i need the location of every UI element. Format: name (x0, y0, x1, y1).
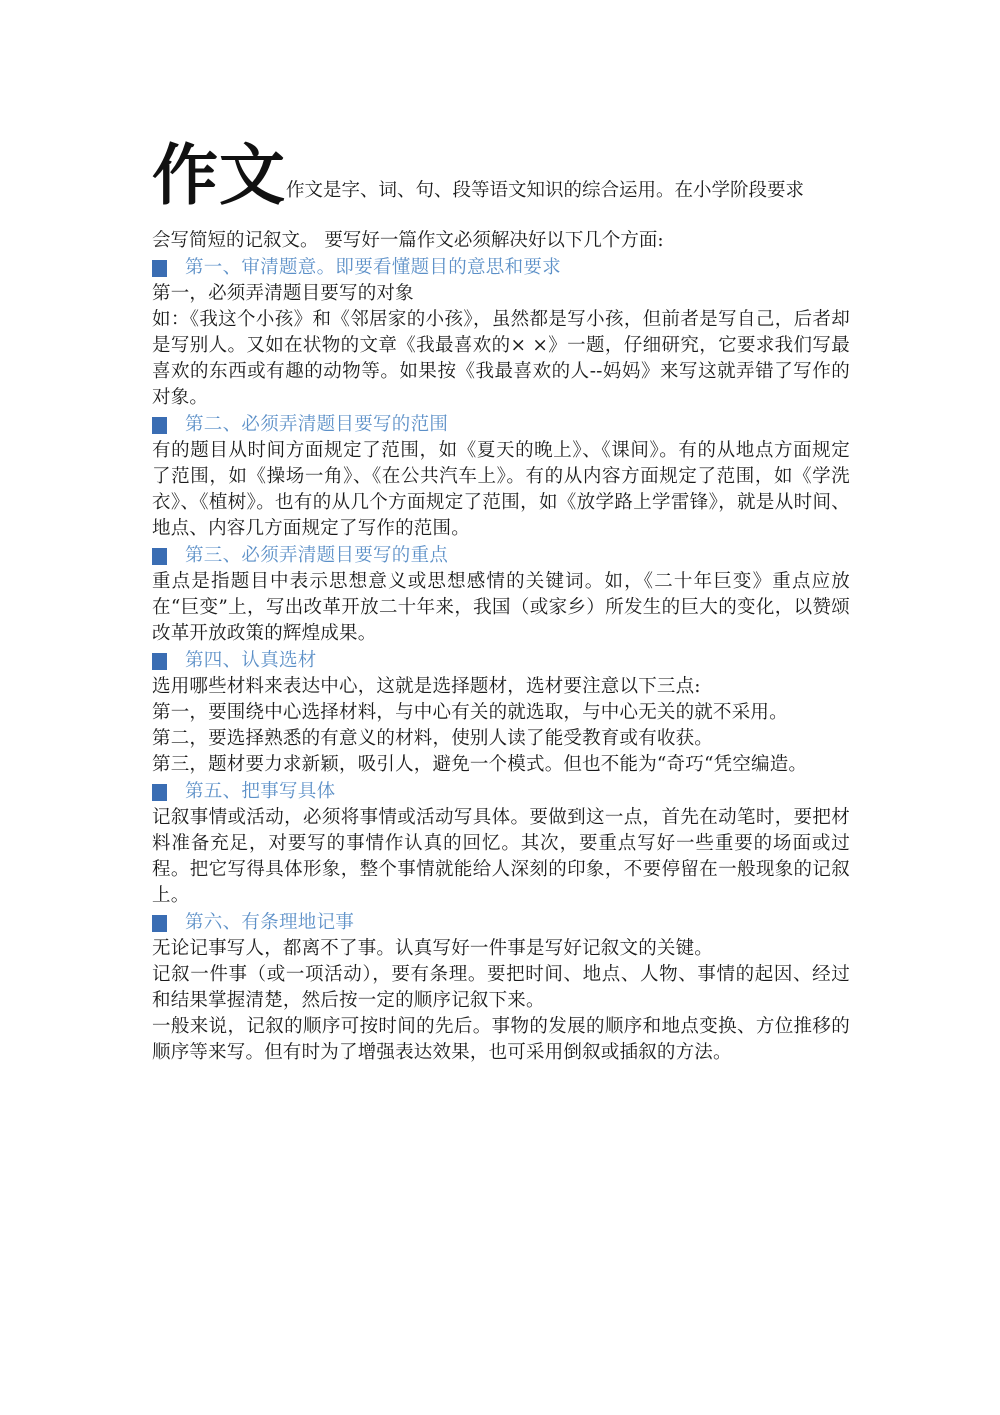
intro-second-line: 会写简短的记叙文。 要写好一篇作文必须解决好以下几个方面: (152, 230, 664, 251)
section-paragraph: 有的题目从时间方面规定了范围，如《夏天的晚上》、《课间》。有的从地点方面规定了范围，如《操场一角》、《在公共汽车上》。有的从内容方面规定了范围，如《学洗衣》、《植树》。也有的从几个方面规定了范围，如《放学路上学雷锋》，就是从时间、地点、内容几方面规定了写作的范围。 (152, 440, 850, 539)
section-heading (152, 648, 850, 674)
section-2 (152, 412, 850, 542)
section-heading (152, 910, 850, 936)
section-heading-text: 第五、把事写具体 (185, 781, 336, 802)
square-bullet-icon (152, 653, 167, 670)
section-heading (152, 412, 850, 438)
section-paragraph: 无论记事写人，都离不了事。认真写好一件事是写好记叙文的关键。 (152, 938, 714, 959)
section-5 (152, 779, 850, 909)
section-heading-text: 第二、必须弄清题目要写的范围 (185, 414, 449, 435)
sections-container (152, 255, 850, 1066)
section-heading (152, 543, 850, 569)
square-bullet-icon (152, 784, 167, 801)
section-paragraph: 第一，必须弄清题目要写的对象 (152, 283, 414, 304)
section-heading-text: 第六、有条理地记事 (185, 912, 355, 933)
section-paragraph: 记叙事情或活动，必须将事情或活动写具体。要做到这一点，首先在动笔时，要把材料准备充足，对要写的事情作认真的回忆。其次，要重点写好一些重要的场面或过程。把它写得具体形象，整个事情就能给人深刻的印象，不要停留在一般现象的记叙上。 (152, 807, 850, 906)
section-1 (152, 255, 850, 411)
square-bullet-icon (152, 260, 167, 277)
intro-first-line: 作文是字、词、句、段等语文知识的综合运用。在小学阶段要求 (286, 180, 805, 201)
section-paragraph: 第三，题材要力求新颖，吸引人，避免一个模式。但也不能为“奇巧“凭空编造。 (152, 754, 808, 775)
section-paragraph: 一般来说，记叙的顺序可按时间的先后。事物的发展的顺序和地点变换、方位推移的顺序等来写。但有时为了增强表达效果，也可采用倒叙或插叙的方法。 (152, 1016, 850, 1063)
section-6 (152, 910, 850, 1066)
title-row (152, 132, 850, 214)
section-heading (152, 255, 850, 281)
section-paragraph: 如：《我这个小孩》和《邻居家的小孩》，虽然都是写小孩，但前者是写自己，后者却是写别人。又如在状物的文章《我最喜欢的× ×》一题，仔细研究，它要求我们写最喜欢的东西或有趣的动物等。如果按《我最喜欢的人--妈妈》来写这就弄错了写作的对象。 (152, 309, 850, 408)
section-heading-text: 第三、必须弄清题目要写的重点 (185, 545, 449, 566)
section-paragraph: 重点是指题目中表示思想意义或思想感情的关键词。如，《二十年巨变》重点应放在“巨变”上，写出改革开放二十年来，我国（或家乡）所发生的巨大的变化，以赞颂改革开放政策的辉煌成果。 (152, 571, 850, 644)
section-3 (152, 543, 850, 647)
section-4 (152, 648, 850, 778)
square-bullet-icon (152, 417, 167, 434)
document-page (152, 132, 850, 1066)
section-paragraph: 第一，要围绕中心选择材料，与中心有关的就选取，与中心无关的就不采用。 (152, 702, 788, 723)
page-title: 作文 (152, 136, 286, 214)
section-paragraph: 选用哪些材料来表达中心，这就是选择题材，选材要注意以下三点: (152, 676, 701, 697)
section-heading-text: 第一、审清题意。即要看懂题目的意思和要求 (185, 257, 562, 278)
section-paragraph: 第二，要选择熟悉的有意义的材料，使别人读了能受教育或有收获。 (152, 728, 714, 749)
square-bullet-icon (152, 548, 167, 565)
square-bullet-icon (152, 915, 167, 932)
section-paragraph: 记叙一件事（或一项活动），要有条理。要把时间、地点、人物、事情的起因、经过和结果掌握清楚，然后按一定的顺序记叙下来。 (152, 964, 850, 1011)
section-heading-text: 第四、认真选材 (185, 650, 317, 671)
section-heading (152, 779, 850, 805)
